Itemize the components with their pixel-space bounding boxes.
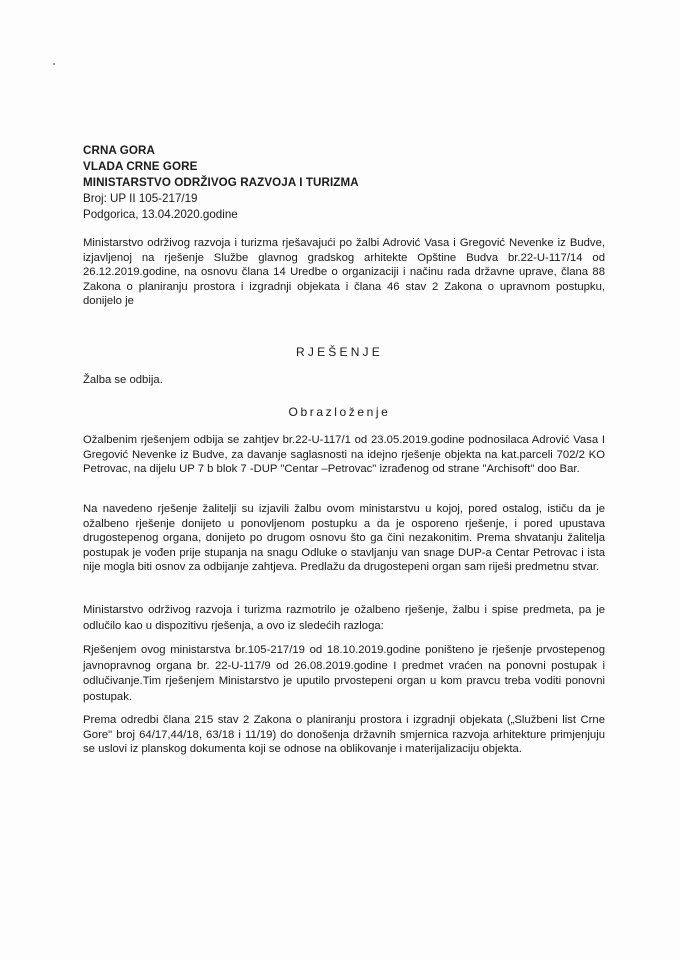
reasoning-paragraph-3: Ministarstvo održivog razvoja i turizma razmotrilo je ožalbeno rješenje, žalbu i spise predmeta, pa je odlučilo kao u dispozitivu rješenja, a ovo iz sledećih razloga: bbox=[83, 604, 605, 632]
reasoning-paragraph-4: Rješenjem ovog ministarstva br.105-217/19 od 18.10.2019.godine poništeno je rješenje prvostepenog javnopravnog organa br. 22-U-117/9 od 26.08.2019.godine I predmet vraćen na ponovni postupak i odlučivanje.Tim rješenjem Ministarstvo je uputilo prvostepeni organ u kom pravcu treba voditi ponovni postupak. bbox=[83, 644, 605, 703]
reasoning-paragraph-1: Ožalbenim rješenjem odbija se zahtjev br.22-U-117/1 od 23.05.2019.godine podnosilaca Adrović Vasa I Gregović Nevenke iz Budve, za davanje saglasnosti na idejno rješenje objekta na kat.parceli 702/2 KO Petrovac, na dijelu UP 7 b blok 7 -DUP "Centar –Petrovac" izrađenog od strane "Archisoft" doo Bar. bbox=[83, 434, 605, 476]
decision-text: Žalba se odbija. bbox=[83, 374, 163, 386]
decision-title: RJEŠENJE bbox=[296, 345, 383, 359]
reasoning-paragraph-2: Na navedeno rješenje žalitelji su izjavili žalbu ovom ministarstvu u kojoj, pored ostalog, ističu da je ožalbeno rješenje donijeto u ponovljenom postupku a da je osporeno rješenje, i pored upustava drugostepenog organa, donijeto po drugom osnovu što ga čini nezakonitim. Prema shvatanju žalitelja postupak je vođen prije stupanja na snagu Odluke o stavljanju van snage DUP-a Centar Petrovac i ista nije mogla biti osnov za odbijanje zahtjeva. Predlažu da drugostepeni organ sam riješi predmetnu stvar. bbox=[83, 503, 605, 574]
government-name: VLADA CRNE GORE bbox=[83, 160, 198, 173]
intro-paragraph: Ministarstvo održivog razvoja i turizma rješavajući po žalbi Adrović Vasa i Gregović Nevenke iz Budve, izjavljenoj na rješenje Službe glavnog gradskog arhitekte Opštine Budva br.22-U-117/14 od 26.12.2019.godine, na osnovu člana 14 Uredbe o organizaciji i načinu rada državne uprave, člana 88 Zakona o planiranju prostora i izgradnji objekata i člana 46 stav 2 Zakona o upravnom postupku, donijelo je bbox=[83, 237, 605, 308]
reasoning-paragraph-5: Prema odredbi člana 215 stav 2 Zakona o planiranju prostora i izgradnji objekata („Službeni list Crne Gore" broj 64/17,44/18, 63/18 i 11/19) do donošenja državnih smjernica razvoja arhitekture primjenjuju se uslovi iz planskog dokumenta koji se odnose na oblikovanje i materijalizaciju objekta. bbox=[83, 714, 605, 756]
reference-number: Broj: UP II 105-217/19 bbox=[83, 192, 198, 205]
place-and-date: Podgorica, 13.04.2020.godine bbox=[83, 208, 238, 221]
scan-speck bbox=[53, 63, 55, 65]
document-header bbox=[83, 143, 483, 223]
ministry-name: MINISTARSTVO ODRŽIVOG RAZVOJA I TURIZMA bbox=[83, 176, 359, 189]
reasoning-title: Obrazloženje bbox=[288, 405, 391, 419]
country-name: CRNA GORA bbox=[83, 144, 155, 157]
